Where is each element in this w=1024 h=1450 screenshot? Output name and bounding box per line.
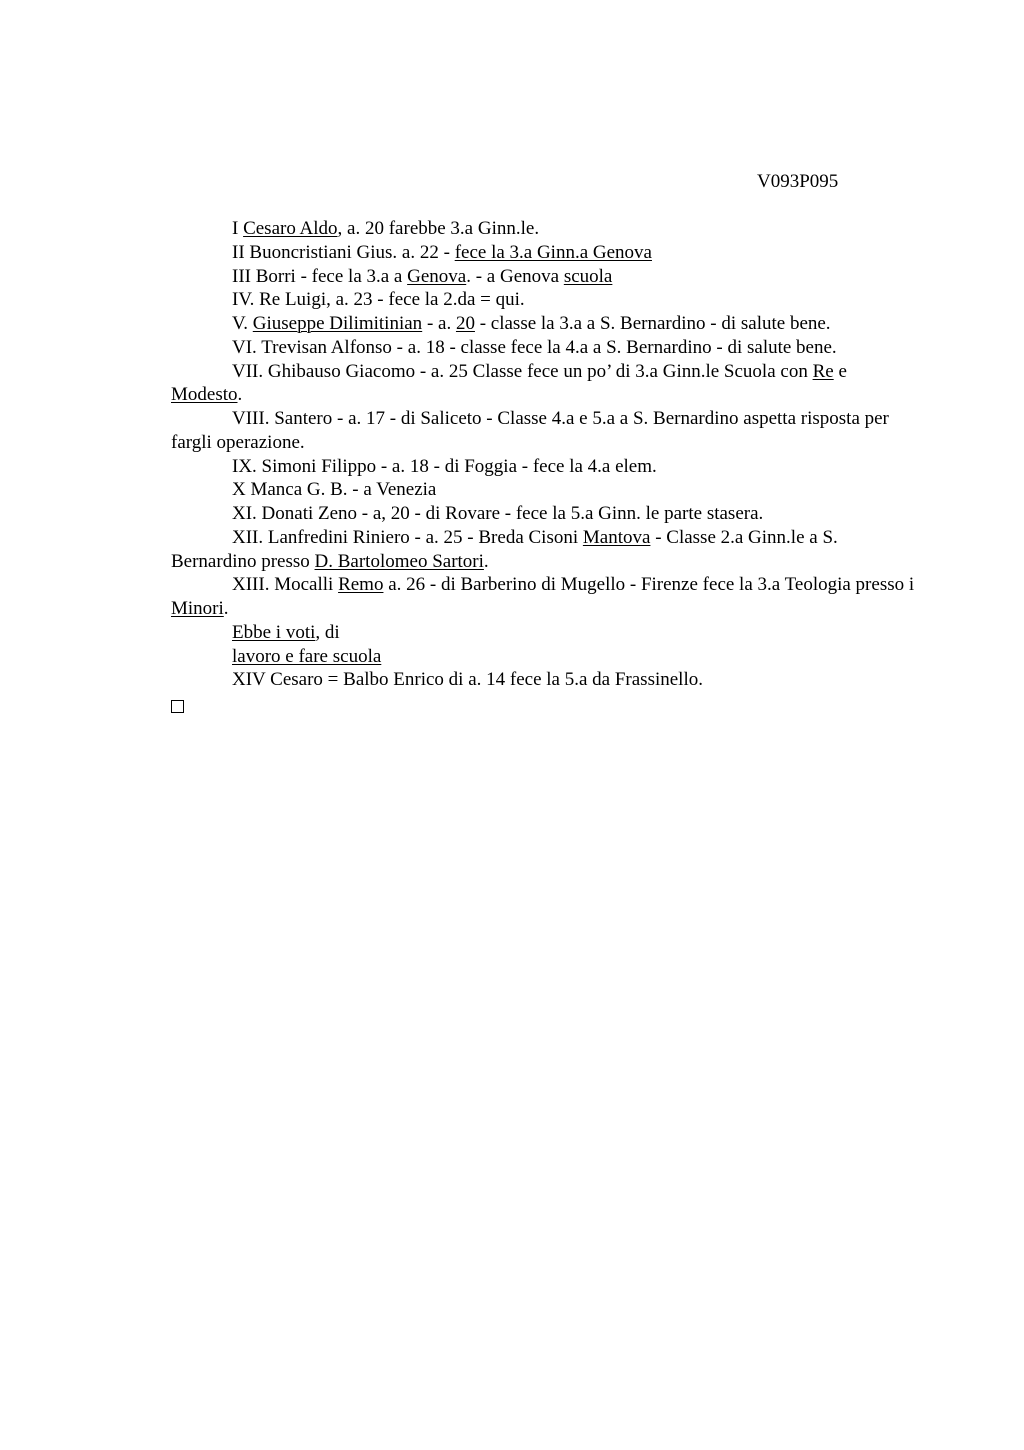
entry-text: XII. Lanfredini Riniero - a. 25 - Breda Cisoni [232,526,583,548]
underlined-text: Minori [171,598,224,619]
entry-paragraph [171,217,916,241]
entry-paragraph [171,526,916,574]
underlined-text: lavoro e fare scuola [232,645,382,667]
entry-text: - Classe 2.a Ginn.le a S. Bernardino presso [171,526,838,572]
entry-text: II Buoncristiani Gius. a. 22 - [232,241,455,263]
entry-text: III Borri - fece la 3.a a [232,265,408,287]
underlined-text: D. Bartolomeo Sartori [314,550,484,572]
entry-paragraph [171,573,916,621]
entry-paragraph [171,336,916,360]
entry-text: IV. Re Luigi, a. 23 - fece la 2.da = qui. [232,289,525,311]
entry-text: I [232,218,244,239]
underlined-text: Modesto [171,384,238,406]
entry-text: - classe la 3.a a S. Bernardino - di salute bene. [474,313,831,334]
entry-paragraph [171,407,916,455]
entry-text: X Manca G. B. - a Venezia [232,479,437,501]
underlined-text: Cesaro Aldo [243,218,338,239]
entry-text: . - a Genova [466,265,564,287]
underlined-text: Re [812,360,834,382]
underlined-text: Mantova [582,526,651,548]
entry-paragraph [171,265,916,289]
entry-paragraph [171,241,916,265]
entry-paragraph [171,502,916,526]
entry-text: V. [232,313,253,334]
entry-paragraph [171,288,916,312]
entry-text: e [833,360,847,382]
underlined-text: Giuseppe Dilimitinian [252,313,423,334]
entry-paragraph [171,668,916,692]
entry-paragraph [171,645,916,669]
square-box-icon [171,700,184,713]
entry-text: . [237,384,243,406]
entry-text: XIV Cesaro = Balbo Enrico di a. 14 fece la 5.a da Frassinello. [232,669,703,691]
entry-text: VII. Ghibauso Giacomo - a. 25 Classe fece un po’ di 3.a Ginn.le Scuola con [232,360,813,382]
entry-text: . [223,598,229,619]
entry-list [171,217,916,716]
entry-paragraph [171,455,916,479]
entry-paragraph [171,360,916,408]
underlined-text: scuola [563,265,613,287]
entry-text: VI. Trevisan Alfonso - a. 18 - classe fece la 4.a a S. Bernardino - di salute bene. [232,336,837,358]
entry-text: . [483,550,489,572]
underlined-text: Remo [338,574,384,596]
underlined-text: Ebbe i voti [232,621,316,643]
entry-paragraph [171,621,916,645]
entry-text: , di [315,621,340,643]
entry-text: a. 26 - di Barberino di Mugello - Firenze fece la 3.a Teologia presso i [383,574,915,596]
entry-text: , a. 20 farebbe 3.a Ginn.le. [337,218,540,239]
underlined-text: 20 [455,313,475,334]
underlined-text: Genova [407,265,467,287]
entry-text: - a. [422,313,456,334]
end-mark-row [171,692,916,716]
entry-text: VIII. Santero - a. 17 - di Saliceto - Classe 4.a e 5.a a S. Bernardino aspetta risposta per fargli operazione. [171,408,889,453]
entry-paragraph [171,312,916,336]
underlined-text: fece la 3.a Ginn.a Genova [454,241,652,263]
entry-paragraph [171,478,916,502]
entry-text: XIII. Mocalli [232,574,339,596]
entry-text: IX. Simoni Filippo - a. 18 - di Foggia - fece la 4.a elem. [232,455,657,477]
page-code: V093P095 [757,171,839,192]
entry-text: XI. Donati Zeno - a, 20 - di Rovare - fece la 5.a Ginn. le parte stasera. [232,503,764,524]
